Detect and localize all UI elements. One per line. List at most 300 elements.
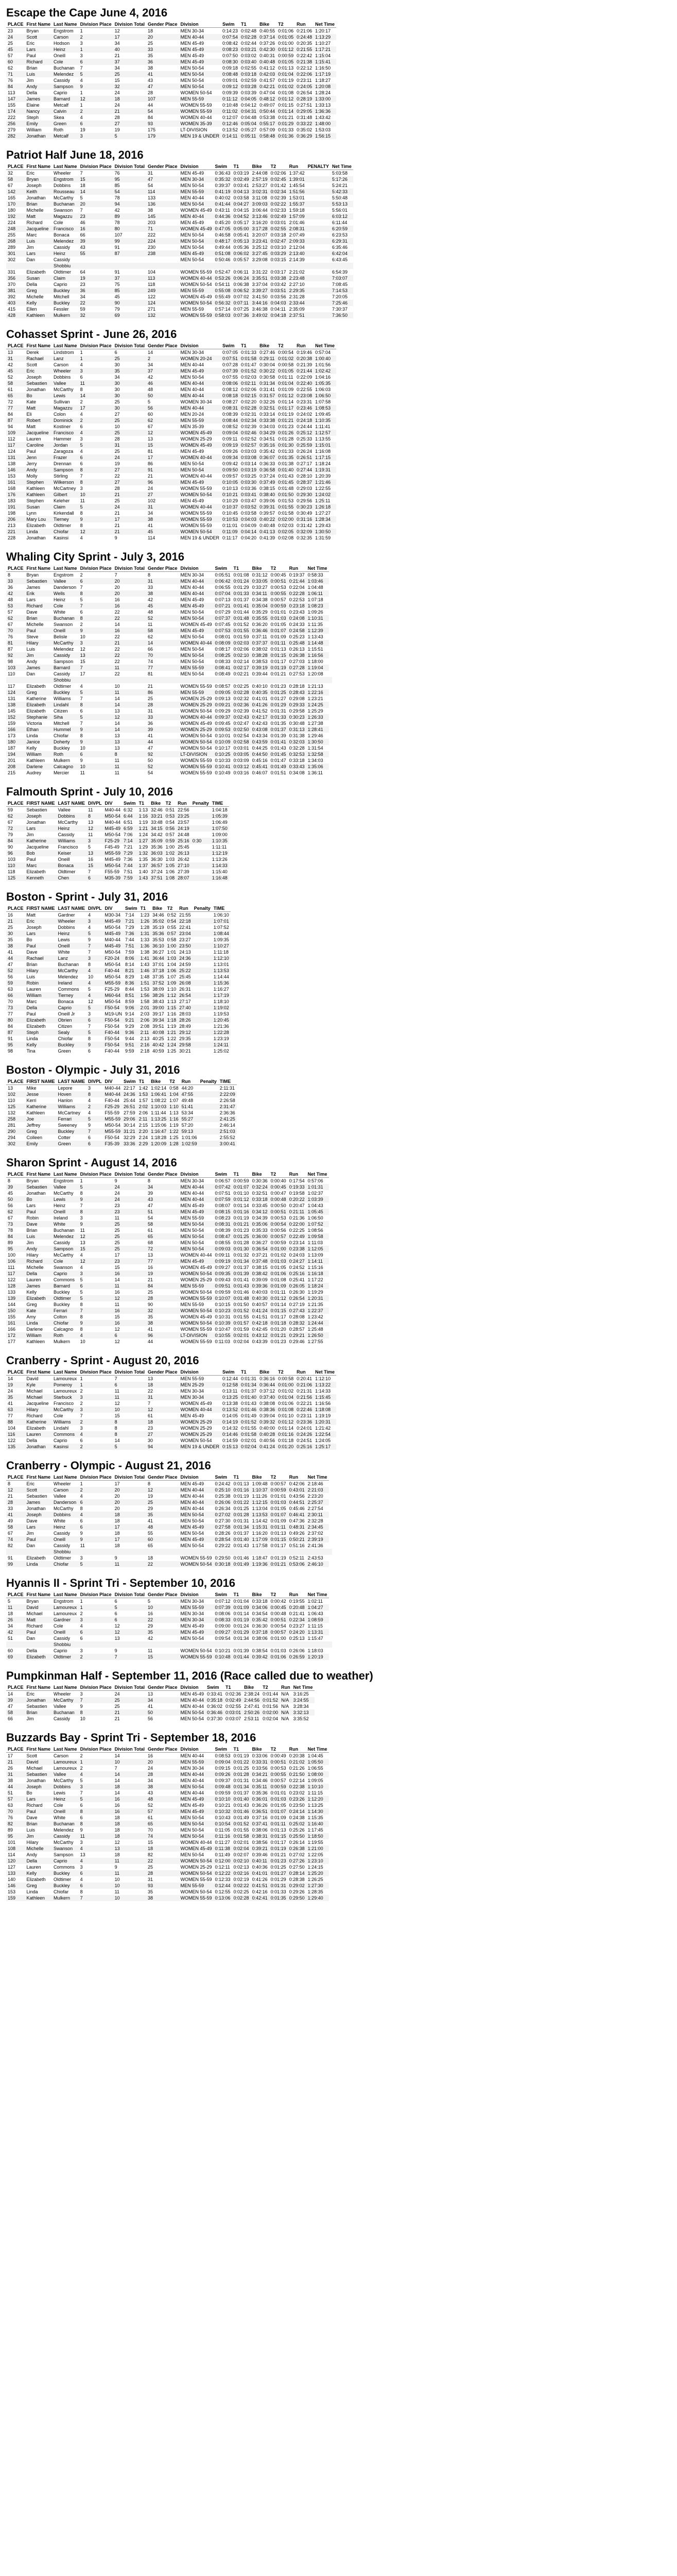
table-cell: 8 [79, 467, 113, 473]
table-cell: 32:46 [151, 807, 163, 812]
table-cell: 0:57 [166, 930, 178, 937]
table-cell: 3:00:41 [218, 1141, 237, 1147]
table-cell: WOMEN 55-59 [180, 1555, 212, 1561]
table-cell: 89 [113, 213, 146, 219]
table-cell: 1:10 [168, 1104, 180, 1110]
table-cell: 12 [114, 28, 120, 33]
table-cell: Jim [26, 1716, 34, 1721]
table-cell: Greg [25, 287, 53, 294]
table-cell: M40-44 [105, 937, 121, 942]
table-cell: 1:19:53 [213, 1011, 229, 1016]
table-row [6, 275, 353, 281]
column-header: T2 [261, 1685, 280, 1691]
table-cell: 131 [6, 454, 25, 461]
table-cell: 0:25:23 [289, 634, 305, 639]
table-cell: 0:03:58 [241, 510, 257, 516]
table-cell: Shobbiu [52, 1641, 79, 1648]
table-cell: 1:55:37 [288, 201, 306, 207]
table-cell: 0:01:58 [239, 1431, 258, 1437]
table-cell: Eric [26, 40, 35, 46]
table-cell: 1:14:48 [306, 640, 329, 646]
table-cell: 0:20:47 [289, 1202, 305, 1208]
table-cell: 0:01:06 [278, 28, 294, 33]
table-cell: Ferrari [52, 1308, 79, 1314]
table-cell: 0:01:14 [276, 108, 295, 114]
table-cell: 0:09:42 [222, 461, 238, 466]
table-cell: 0:07:05 [222, 349, 238, 355]
table-cell: Joseph [25, 813, 57, 819]
table-cell: 0:01:37 [233, 1264, 249, 1270]
table-cell: 1:17:21 [314, 46, 336, 53]
table-cell: 33 [146, 46, 179, 53]
table-cell: 2:34:45 [306, 1524, 329, 1530]
table-cell: 39 [147, 1190, 153, 1196]
table-cell: 2:25:37 [306, 1499, 329, 1505]
table-cell: 1:17:15 [314, 454, 336, 461]
table-cell: 67 [8, 1530, 13, 1536]
table-cell: Steve [26, 634, 39, 639]
table-cell: Vallee [52, 578, 79, 584]
table-cell: 12 [114, 1338, 120, 1344]
table-row [6, 862, 229, 869]
table-cell: F50-54 [105, 1036, 120, 1041]
table-cell: 1:22:37 [306, 1308, 329, 1314]
table-cell: 1:14:11 [306, 1258, 329, 1264]
table-cell: 0:24:26 [295, 1431, 314, 1437]
table-cell: Eric [25, 918, 57, 924]
table-cell: 1:36 [139, 943, 151, 949]
table-cell: 45 [8, 1190, 13, 1196]
table-cell: 1:06:50 [307, 1215, 323, 1221]
table-cell [191, 862, 211, 869]
table-cell: 0:32:24 [251, 1184, 269, 1190]
table-cell: 0:44:36 [214, 213, 232, 219]
table-cell: 0:25:26 [289, 1827, 305, 1833]
table-cell: 38 [8, 1777, 13, 1783]
table-row [6, 850, 229, 856]
table-cell: 1:56:15 [314, 133, 336, 139]
table-cell: 29:06 [122, 1116, 137, 1122]
table-cell: MEN 55-59 [180, 306, 204, 312]
table-cell: 0:37:48 [251, 1258, 269, 1264]
table-cell: 124 [146, 300, 179, 306]
table-cell: 2:37:51 [288, 312, 306, 318]
table-cell: 0:07:42 [214, 1184, 232, 1190]
table-cell: 0:07:51 [215, 1190, 231, 1196]
table-row [6, 362, 336, 368]
table-cell: 0:09:04 [221, 430, 239, 436]
table-cell: Melendez [52, 238, 79, 244]
table-cell: 28:49 [179, 1023, 191, 1029]
table-cell: 0:07:53 [214, 628, 232, 634]
table-cell: 0:39:06 [259, 498, 275, 503]
table-cell: 0:04:13 [232, 189, 251, 195]
table-row [6, 83, 336, 90]
table-cell: 7 [80, 1202, 83, 1208]
table-cell: 0:23:31 [297, 399, 313, 404]
table-row [6, 127, 336, 133]
column-header: DIVPL [86, 1079, 103, 1085]
column-header: Division Place [79, 1475, 113, 1481]
table-cell: 41 [146, 71, 179, 77]
table-cell: 0:57:14 [215, 306, 231, 312]
table-cell: White [58, 949, 70, 955]
table-cell: 25 [114, 1227, 120, 1233]
table-cell: 0:28:26 [215, 1530, 231, 1536]
table-cell: 0:29:11 [258, 355, 276, 362]
table-cell: F50-54 [105, 1023, 120, 1029]
table-cell: 1:12:19 [211, 850, 229, 856]
table-cell [113, 1641, 146, 1648]
table-cell: Frazer [52, 454, 79, 461]
table-cell: 34:46 [152, 912, 164, 918]
table-cell: 15 [114, 1413, 120, 1418]
table-cell: McCarthy [52, 1697, 79, 1703]
column-header: Penalty [199, 1079, 218, 1085]
table-cell: Elizabeth [25, 1654, 53, 1660]
column-header: T1 [232, 566, 251, 572]
table-row [6, 287, 353, 294]
table-row [6, 813, 229, 819]
table-cell: 91 [146, 467, 179, 473]
table-cell: 0:01:57 [232, 1320, 251, 1326]
table-cell: 1:27:27 [315, 510, 331, 516]
table-cell: 32:29 [124, 1134, 135, 1140]
table-cell: 1:28 [168, 1141, 180, 1147]
table-cell: WOMEN 25-29 [180, 436, 212, 442]
table-cell: Della [26, 1437, 38, 1443]
table-cell: 0:01:35 [270, 720, 286, 726]
table-cell: 0:02:08 [278, 535, 294, 540]
table-cell: MEN 40-44 [179, 213, 213, 219]
table-cell: 5 [79, 504, 113, 510]
table-cell: 108 [6, 1845, 25, 1852]
table-cell: 0:25:59 [295, 442, 314, 448]
table-cell: 1:22:28 [212, 1029, 231, 1036]
table-row [6, 393, 336, 399]
table-cell: 175 [147, 127, 155, 132]
column-header: Division [179, 566, 213, 572]
table-cell: 36:44 [151, 955, 166, 961]
table-cell: 0:55:08 [214, 287, 232, 294]
table-cell: 31 [6, 1771, 25, 1777]
table-cell: 0:11:38 [214, 1845, 232, 1852]
table-cell: 6:03:12 [331, 213, 353, 219]
table-cell: 2 [79, 1419, 113, 1425]
table-cell: 11 [80, 770, 85, 775]
table-cell: 3:29:08 [252, 257, 268, 262]
table-cell: Jim [25, 652, 53, 658]
table-cell: 2:26:58 [219, 1097, 235, 1103]
table-cell: 60 [147, 411, 153, 417]
table-cell: 22 [114, 609, 120, 615]
table-cell: 0:00:58 [278, 362, 294, 367]
table-cell: 22 [79, 300, 113, 306]
table-cell: 3 [80, 40, 83, 46]
table-cell: 36:30 [151, 856, 163, 862]
table-cell: 0:29:33 [288, 702, 306, 708]
table-cell: 3:39:27 [251, 287, 269, 294]
table-cell: 0:22:34 [288, 1617, 306, 1623]
table-cell: 0:09:11 [222, 436, 238, 442]
table-row [6, 386, 336, 393]
table-cell: 0:42:03 [258, 71, 276, 77]
table-cell: Michael [26, 1765, 43, 1771]
table-row [6, 1697, 315, 1703]
table-cell: 8 [86, 1091, 103, 1097]
table-row [6, 121, 336, 127]
table-row [6, 1091, 237, 1097]
table-cell: 1:16:48 [211, 875, 229, 881]
table-cell: 9:59 [125, 1048, 134, 1054]
table-cell: Danderson [54, 584, 77, 590]
table-cell: 1:05:45 [306, 1209, 329, 1215]
table-cell: Lamoureux [54, 1388, 77, 1394]
table-cell: 96 [6, 850, 25, 856]
table-cell: 0:01:00 [269, 1246, 288, 1252]
table-cell: 33 [6, 578, 25, 584]
table-cell: 2:41:36 [307, 1543, 323, 1548]
table-row [6, 1277, 329, 1283]
table-cell: 0:01:19 [233, 1215, 249, 1221]
table-cell: 16 [113, 628, 146, 634]
table-cell: 0:35:18 [205, 1697, 224, 1703]
table-cell: 70 [147, 1827, 153, 1833]
table-cell: 20 [113, 1499, 146, 1505]
table-cell: 0:09:19 [221, 442, 239, 448]
table-cell: 9 [88, 937, 91, 942]
table-cell: 145 [8, 708, 16, 714]
table-cell: 1:09:00 [212, 832, 228, 837]
table-cell: 0:08:25 [214, 652, 232, 658]
column-header: Division [179, 22, 221, 28]
table-cell: 0:38:06 [252, 1635, 268, 1641]
table-cell: 4 [88, 924, 91, 930]
table-cell: 1:09:48 [252, 1481, 268, 1486]
table-cell: Cassidy [54, 1716, 71, 1721]
table-cell: Wheeler [54, 170, 71, 176]
column-header: Division Total [113, 22, 146, 28]
table-cell: 44 [146, 739, 179, 745]
table-cell: 1:06:43 [307, 1611, 323, 1616]
table-cell: MEN 30-34 [180, 1765, 204, 1771]
table-cell: 65 [147, 1543, 153, 1548]
table-cell: 0:01:34 [232, 1258, 251, 1264]
table-cell: 2:08:31 [288, 226, 306, 232]
table-cell: 1:23 [140, 912, 150, 918]
table-cell: 0:03:18 [239, 71, 258, 77]
table-row [6, 609, 332, 615]
table-cell: 4 [79, 1512, 113, 1518]
table-cell: Shobbiu [52, 263, 79, 269]
race-section [6, 1731, 671, 1901]
table-cell: 24 [113, 504, 146, 510]
table-row [6, 1753, 329, 1759]
table-row [6, 665, 332, 671]
table-cell: 8 [79, 615, 113, 621]
table-cell: Roth [54, 127, 64, 132]
column-header: PLACE [6, 801, 25, 807]
table-cell: 1:09:58 [306, 1233, 329, 1240]
table-cell: 0:08:47 [214, 1233, 232, 1240]
table-cell [269, 263, 288, 269]
table-cell: McCarthy [52, 640, 79, 646]
table-cell: 118 [147, 281, 155, 287]
table-cell: MEN 50-54 [179, 1833, 213, 1839]
table-cell: 33:36 [122, 1141, 137, 1147]
table-cell: 1:03:46 [306, 578, 329, 584]
table-cell: 13 [114, 1635, 120, 1641]
table-cell: 0:32:53 [288, 751, 306, 757]
table-cell: 38 [146, 1895, 179, 1901]
table-cell: 0:25:33 [297, 436, 313, 442]
table-cell: 30 [113, 393, 146, 399]
table-cell: 2 [79, 417, 113, 423]
table-cell: 0:39:57 [259, 510, 275, 516]
table-cell: 5:50:48 [332, 195, 348, 200]
table-cell: M19-UN [105, 1011, 123, 1016]
table-cell: 0:09:39 [222, 90, 238, 95]
table-cell: WOMEN 55-59 [180, 485, 212, 491]
table-cell: 6 [113, 1617, 146, 1623]
table-cell: 0:01:00 [270, 1635, 286, 1641]
table-cell: 0:05:04 [239, 121, 258, 127]
table-cell: 0:02:00 [276, 516, 295, 522]
table-cell: 0:01:38 [278, 461, 294, 466]
table-cell: 0:14:32 [222, 1425, 238, 1431]
table-cell: 0:02:10 [232, 652, 251, 658]
table-cell: 0:04:52 [232, 213, 251, 219]
column-header: Division [179, 1172, 213, 1178]
table-row [6, 257, 353, 263]
table-cell: 0:23:46 [295, 405, 314, 411]
table-cell: 0:26:24 [297, 448, 313, 454]
table-cell: Oldtimer [54, 1555, 72, 1561]
table-cell: 0:01:17 [270, 1543, 286, 1548]
table-cell: 54 [147, 182, 153, 188]
table-cell: 2:07:49 [289, 232, 305, 238]
table-cell: 183 [8, 498, 16, 503]
table-cell: 187 [8, 745, 16, 751]
table-cell: 0:37:24 [259, 473, 275, 479]
table-cell: 11 [114, 1388, 119, 1394]
table-cell [306, 232, 331, 238]
table-cell: 50 [146, 1709, 179, 1716]
table-cell: 0:00:57 [269, 1233, 288, 1240]
table-cell: Dave [26, 609, 38, 615]
table-cell: 0:10:47 [215, 1326, 231, 1332]
table-cell: F25-29 [103, 838, 123, 844]
table-cell: 0:22:28 [288, 590, 306, 597]
table-cell: 11 [113, 1561, 146, 1567]
table-cell: 0:02:49 [224, 1697, 242, 1703]
table-cell: 8 [80, 1505, 83, 1511]
table-cell: 1:22:16 [306, 689, 329, 696]
table-cell: 0:07:39 [214, 1604, 232, 1611]
table-cell: 27:39 [178, 869, 189, 874]
table-cell: Buckley [52, 689, 79, 696]
table-cell: WOMEN 55-59 [180, 102, 212, 108]
table-cell: 36 [8, 584, 13, 590]
table-cell: 66 [6, 992, 25, 998]
table-row [6, 1215, 329, 1221]
table-cell: 5 [86, 1116, 103, 1122]
table-cell: Luis [25, 71, 53, 77]
table-cell: 1:16:56 [315, 1400, 331, 1406]
table-cell: 6 [79, 1883, 113, 1889]
table-row [6, 263, 353, 269]
table-cell: 1:02 [164, 850, 177, 856]
table-cell: 37:51 [149, 875, 164, 881]
table-cell: 0:09:43 [215, 1277, 231, 1282]
table-row [6, 226, 353, 232]
table-cell: 6:29:31 [331, 238, 353, 244]
table-cell: 0:29:22 [215, 1543, 231, 1548]
table-cell: 32 [113, 83, 146, 90]
table-cell: 1 [79, 1382, 113, 1388]
table-cell: Zaragoza [54, 448, 74, 454]
table-cell: 0:28:37 [295, 479, 314, 485]
table-cell: 0:02:46 [239, 430, 258, 436]
table-cell: 6:35:46 [332, 244, 348, 250]
table-row [6, 96, 336, 102]
column-header: Run [288, 566, 306, 572]
table-cell: 0:35:33 [252, 1227, 268, 1233]
table-cell: 0:01:29 [232, 1629, 251, 1635]
table-cell: 0:25:50 [288, 1833, 306, 1839]
table-cell: MEN 50-54 [180, 1827, 204, 1833]
table-cell: MEN 30-34 [179, 176, 213, 182]
table-cell: N/A [281, 1703, 289, 1709]
table-row [6, 1796, 329, 1802]
table-cell: 1:22:05 [307, 1852, 323, 1857]
table-cell: 1:18:28 [151, 1134, 167, 1140]
table-cell: 23 [8, 28, 13, 33]
table-cell: 4 [80, 535, 83, 540]
table-cell: Shobbiu [52, 677, 79, 683]
table-cell: 44 [6, 1784, 25, 1790]
table-cell: 0:01:34 [239, 1382, 258, 1388]
table-cell: 0:28:54 [214, 1536, 232, 1543]
table-cell: 0:10:33 [215, 757, 231, 763]
table-cell: 59:13 [180, 1128, 199, 1134]
table-cell: 0:05:11 [239, 133, 258, 139]
table-cell: 0:09:59 [215, 1289, 231, 1295]
table-cell: 0:43:08 [251, 726, 269, 733]
table-cell: 49 [8, 1518, 13, 1523]
column-header: T2 [269, 1592, 288, 1598]
table-cell: Joseph [26, 182, 42, 188]
table-cell: 1:11:44 [151, 1110, 166, 1115]
table-cell: 0:01:29 [276, 121, 295, 127]
table-cell: 20 [114, 584, 120, 590]
table-cell [329, 1549, 332, 1555]
table-cell: 222 [8, 114, 16, 120]
table-cell: 0:39:19 [251, 665, 269, 671]
table-cell: 11 [113, 1870, 146, 1876]
table-cell: 0:27:44 [295, 467, 314, 473]
table-cell: F55-59 [105, 869, 120, 874]
table-cell: 0:26:54 [288, 1295, 306, 1301]
table-cell: WOMEN 50-54 [180, 1648, 212, 1653]
table-row [6, 572, 332, 579]
table-row [6, 1777, 329, 1784]
table-cell: 3 [79, 640, 113, 646]
table-cell: 0:57:09 [259, 127, 275, 132]
table-cell: 428 [6, 312, 25, 318]
table-cell: 1:12:39 [306, 628, 329, 634]
table-cell: 0:01:49 [233, 1815, 249, 1820]
